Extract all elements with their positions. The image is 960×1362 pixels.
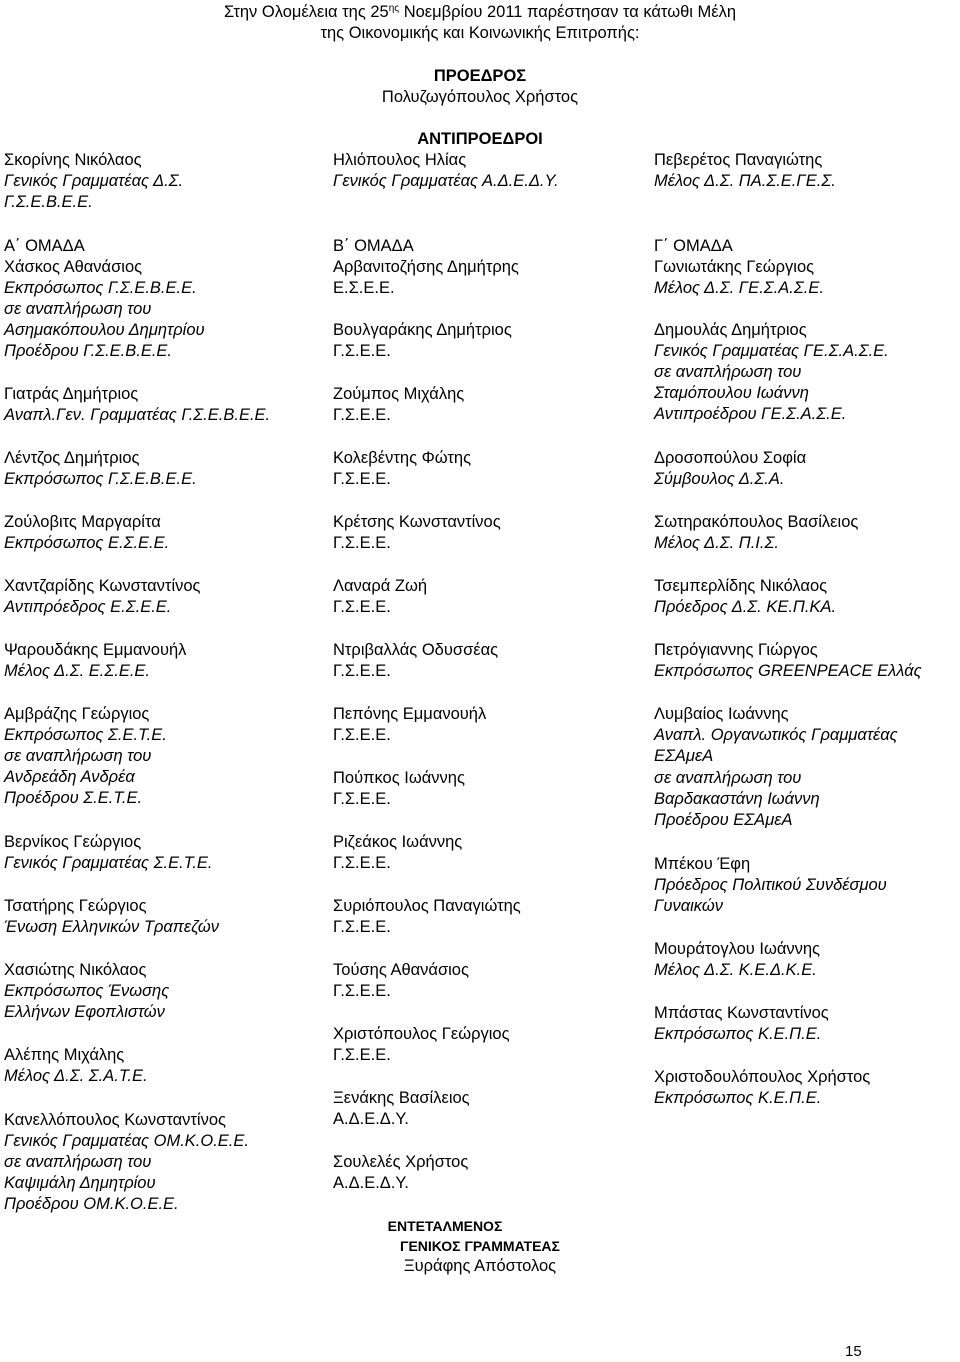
vp-center-role: Γενικός Γραμματέας Α.Δ.Ε.Δ.Υ.	[333, 172, 559, 190]
group-c-line: Σωτηρακόπουλος Βασίλειος	[654, 513, 859, 531]
group-a-line: Αντιπρόεδρος Ε.Σ.Ε.Ε.	[4, 598, 172, 616]
group-c-line: Γωνιωτάκης Γεώργιος	[654, 258, 815, 276]
group-a-line: Λέντζος Δημήτριος	[4, 449, 140, 467]
vice-presidents-heading: ΑΝΤΙΠΡΟΕΔΡΟΙ	[417, 130, 543, 148]
group-a-line: Προέδρου Σ.Ε.Τ.Ε.	[4, 789, 143, 807]
intro-line-2: της Οικονομικής και Κοινωνικής Επιτροπής:	[320, 24, 640, 42]
group-b-line: Ντριβαλλάς Οδυσσέας	[333, 641, 499, 659]
group-a-line: Ελλήνων Εφοπλιστών	[4, 1003, 165, 1021]
group-a-line: Προέδρου Γ.Σ.Ε.Β.Ε.Ε.	[4, 342, 173, 360]
secretary-title-1: ΕΝΤΕΤΑΛΜΕΝΟΣ	[387, 1218, 503, 1234]
group-c-line: Μέλος Δ.Σ. Π.Ι.Σ.	[654, 534, 779, 552]
group-a-line: Μέλος Δ.Σ. Ε.Σ.Ε.Ε.	[4, 662, 151, 680]
vp-left-org: Γ.Σ.Ε.Β.Ε.Ε.	[4, 193, 93, 211]
group-a-line: Χάσκος Αθανάσιος	[4, 258, 143, 276]
group-a-line: Καψιμάλη Δημητρίου	[4, 1174, 156, 1192]
group-c-heading: Γ΄ ΟΜΑΔΑ	[654, 237, 733, 255]
group-b-line: Ε.Σ.Ε.Ε.	[333, 279, 395, 297]
group-c-line: Μέλος Δ.Σ. ΓΕ.Σ.Α.Σ.Ε.	[654, 279, 824, 297]
group-b-line: Γ.Σ.Ε.Ε.	[333, 470, 391, 488]
group-c-line: Μπέκου Έφη	[654, 855, 751, 873]
group-c-line: σε αναπλήρωση του	[654, 769, 802, 787]
group-a-line: Γιατράς Δημήτριος	[4, 385, 139, 403]
group-b-line: Γ.Σ.Ε.Ε.	[333, 1046, 391, 1064]
group-a-line: Γενικός Γραμματέας Σ.Ε.Τ.Ε.	[4, 854, 213, 872]
group-b-line: Γ.Σ.Ε.Ε.	[333, 534, 391, 552]
secretary-name: Ξυράφης Απόστολος	[403, 1257, 557, 1275]
group-a-line: σε αναπλήρωση του	[4, 300, 152, 318]
group-b-line: Α.Δ.Ε.Δ.Υ.	[333, 1174, 409, 1192]
group-b-line: Γ.Σ.Ε.Ε.	[333, 726, 391, 744]
group-c-line: Πρόεδρος Πολιτικού Συνδέσμου	[654, 876, 887, 894]
group-b-line: Χριστόπουλος Γεώργιος	[333, 1025, 510, 1043]
group-b-line: Ζούμπος Μιχάλης	[333, 385, 465, 403]
group-b-line: Κολεβέντης Φώτης	[333, 449, 472, 467]
group-b-line: Γ.Σ.Ε.Ε.	[333, 854, 391, 872]
group-c-line: Πρόεδρος Δ.Σ. ΚΕ.Π.ΚΑ.	[654, 598, 837, 616]
intro-line-1: Στην Ολομέλεια της $25^{\eta\varsigma}$ Νοεμβρίου 2011 παρέστησαν τα κάτωθι Μέλη	[223, 3, 737, 21]
group-c-line: Μέλος Δ.Σ. Κ.Ε.Δ.Κ.Ε.	[654, 961, 817, 979]
group-a-line: Χασιώτης Νικόλαος	[4, 961, 147, 979]
group-c-line: Σύμβουλος Δ.Σ.Α.	[654, 470, 785, 488]
group-b-line: Γ.Σ.Ε.Ε.	[333, 342, 391, 360]
group-a-line: Εκπρόσωπος Ένωσης	[4, 982, 170, 1000]
group-b-heading: Β΄ ΟΜΑΔΑ	[333, 237, 414, 255]
group-a-line: Ασημακόπουλου Δημητρίου	[4, 321, 205, 339]
group-a-line: Εκπρόσωπος Γ.Σ.Ε.Β.Ε.Ε.	[4, 470, 197, 488]
vp-right-name: Πεβερέτος Παναγιώτης	[654, 151, 823, 169]
group-a-line: Αλέπης Μιχάλης	[4, 1046, 125, 1064]
group-c-line: ΕΣΑμεΑ	[654, 747, 714, 765]
group-b-line: Ριζεάκος Ιωάννης	[333, 833, 463, 851]
group-c-line: Αντιπροέδρου ΓΕ.Σ.Α.Σ.Ε.	[654, 405, 847, 423]
group-a-line: Γενικός Γραμματέας ΟΜ.Κ.Ο.Ε.Ε.	[4, 1132, 249, 1150]
group-b-line: Ξενάκης Βασίλειος	[333, 1089, 470, 1107]
group-b-line: Α.Δ.Ε.Δ.Υ.	[333, 1110, 409, 1128]
group-c-line: σε αναπλήρωση του	[654, 363, 802, 381]
group-a-line: σε αναπλήρωση του	[4, 747, 152, 765]
group-b-line: Σουλελές Χρήστος	[333, 1153, 469, 1171]
page-number: 15	[845, 1343, 862, 1360]
group-a-line: Αμβράζης Γεώργιος	[4, 705, 150, 723]
group-b-line: Γ.Σ.Ε.Ε.	[333, 790, 391, 808]
vp-center-name: Ηλιόπουλος Ηλίας	[333, 151, 467, 169]
group-c-line: Εκπρόσωπος Κ.Ε.Π.Ε.	[654, 1025, 822, 1043]
group-c-line: Γυναικών	[654, 897, 723, 915]
group-c-line: Εκπρόσωπος Κ.Ε.Π.Ε.	[654, 1089, 822, 1107]
group-a-line: Εκπρόσωπος Γ.Σ.Ε.Β.Ε.Ε.	[4, 279, 197, 297]
group-c-line: Προέδρου ΕΣΑμεΑ	[654, 811, 793, 829]
group-a-line: Ανδρεάδη Ανδρέα	[4, 768, 135, 786]
group-c-line: Μπάστας Κωνσταντίνος	[654, 1004, 829, 1022]
group-b-line: Λαναρά Ζωή	[333, 577, 427, 595]
group-b-line: Τούσης Αθανάσιος	[333, 961, 469, 979]
group-b-line: Συριόπουλος Παναγιώτης	[333, 897, 521, 915]
group-c-line: Μουράτογλου Ιωάννης	[654, 940, 820, 958]
group-c-line: Σταμόπουλου Ιωάννη	[654, 384, 809, 402]
group-a-line: Μέλος Δ.Σ. Σ.Α.Τ.Ε.	[4, 1067, 148, 1085]
group-b-line: Βουλγαράκης Δημήτριος	[333, 321, 512, 339]
group-c-line: Δημουλάς Δημήτριος	[654, 321, 807, 339]
vp-left-name: Σκορίνης Νικόλαος	[4, 151, 142, 169]
group-c-line: Αναπλ. Οργανωτικός Γραμματέας	[654, 726, 898, 744]
group-c-line: Τσεμπερλίδης Νικόλαος	[654, 577, 828, 595]
group-a-heading: Α΄ ΟΜΑΔΑ	[4, 237, 85, 255]
group-a-line: Εκπρόσωπος Ε.Σ.Ε.Ε.	[4, 534, 170, 552]
group-c-line: Γενικός Γραμματέας ΓΕ.Σ.Α.Σ.Ε.	[654, 342, 889, 360]
group-b-line: Πούπκος Ιωάννης	[333, 769, 465, 787]
group-b-line: Πεπόνης Εμμανουήλ	[333, 705, 487, 723]
group-a-line: Τσατήρης Γεώργιος	[4, 897, 147, 915]
group-c-line: Εκπρόσωπος GREENPEACE Ελλάς	[654, 662, 922, 680]
group-b-line: Αρβανιτοζήσης Δημήτρης	[333, 258, 519, 276]
group-a-line: Ψαρουδάκης Εμμανουήλ	[4, 641, 187, 659]
group-a-line: Προέδρου ΟΜ.Κ.Ο.Ε.Ε.	[4, 1195, 179, 1213]
group-c-line: Δροσοπούλου Σοφία	[654, 449, 807, 467]
group-a-line: Ένωση Ελληνικών Τραπεζών	[4, 918, 220, 936]
group-b-line: Γ.Σ.Ε.Ε.	[333, 406, 391, 424]
group-b-line: Γ.Σ.Ε.Ε.	[333, 662, 391, 680]
group-a-line: Αναπλ.Γεν. Γραμματέας Γ.Σ.Ε.Β.Ε.Ε.	[4, 406, 271, 424]
group-b-line: Γ.Σ.Ε.Ε.	[333, 918, 391, 936]
group-a-line: Χαντζαρίδης Κωνσταντίνος	[4, 577, 201, 595]
group-a-line: Ζούλοβιτς Μαργαρίτα	[4, 513, 161, 531]
president-name: Πολυζωγόπουλος Χρήστος	[381, 88, 579, 106]
group-a-line: Κανελλόπουλος Κωνσταντίνος	[4, 1111, 226, 1129]
group-a-line: Βερνίκος Γεώργιος	[4, 833, 142, 851]
group-c-line: Χριστοδουλόπουλος Χρήστος	[654, 1068, 871, 1086]
group-a-line: σε αναπλήρωση του	[4, 1153, 152, 1171]
group-b-line: Κρέτσης Κωνσταντίνος	[333, 513, 501, 531]
vp-left-role: Γενικός Γραμματέας Δ.Σ.	[4, 172, 184, 190]
group-c-line: Λυμβαίος Ιωάννης	[654, 705, 789, 723]
president-heading: ΠΡΟΕΔΡΟΣ	[433, 67, 527, 85]
group-c-line: Πετρόγιαννης Γιώργος	[654, 641, 818, 659]
group-b-line: Γ.Σ.Ε.Ε.	[333, 598, 391, 616]
secretary-title-2: ΓΕΝΙΚΟΣ ΓΡΑΜΜΑΤΕΑΣ	[400, 1238, 560, 1254]
group-b-line: Γ.Σ.Ε.Ε.	[333, 982, 391, 1000]
group-a-line: Εκπρόσωπος Σ.Ε.Τ.Ε.	[4, 726, 167, 744]
group-c-line: Βαρδακαστάνη Ιωάννη	[654, 790, 820, 808]
vp-right-role: Μέλος Δ.Σ. ΠΑ.Σ.Ε.ΓΕ.Σ.	[654, 172, 836, 190]
